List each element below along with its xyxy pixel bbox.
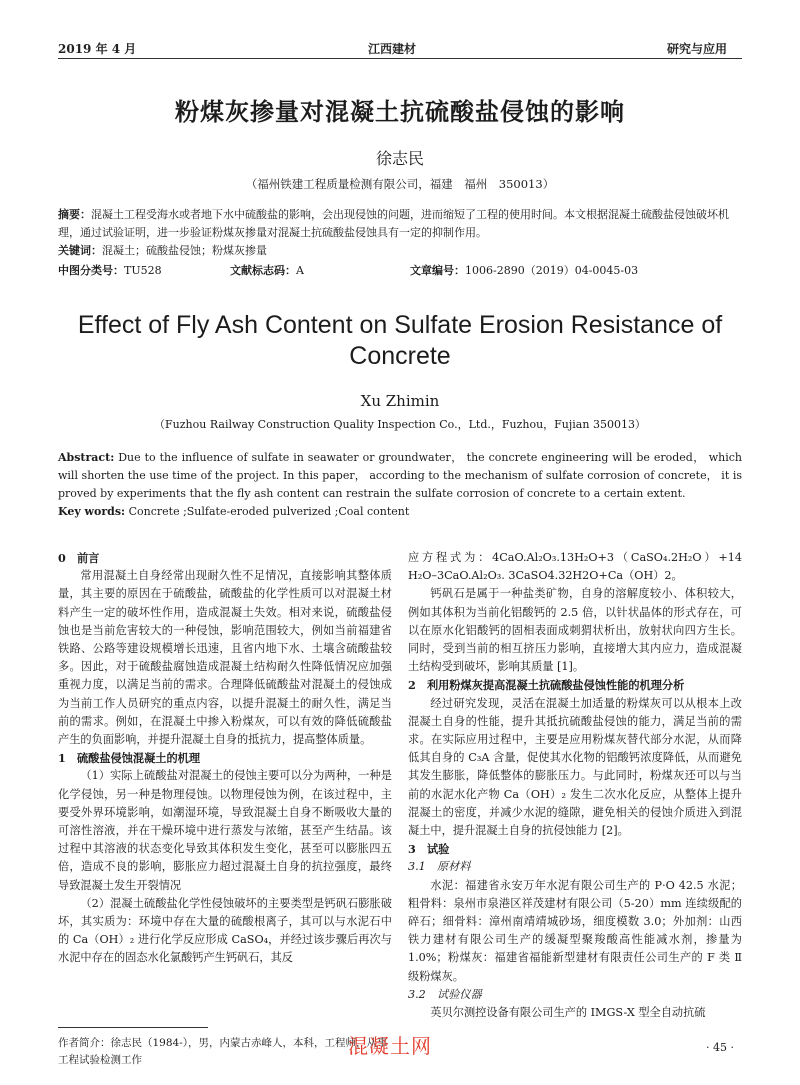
header-rule xyxy=(58,58,742,59)
section-3-1-paragraph: 水泥：福建省永安万年水泥有限公司生产的 P·O 42.5 水泥；粗骨料：泉州市泉港区祥茂建材有限公司（5-20）mm 连续级配的碎石；细骨料：漳州南靖靖城砂场，细度模数 3.0；外加剂：山西铁力建材有限公司生产的缓凝型聚羧酸高性能减水剂，掺量为 1.0%；粉煤灰：福建省福能新型建材有限责任公司生产的 F 类 Ⅱ 级粉煤灰。 xyxy=(408,878,742,983)
header-date: 2019 年 4 月 xyxy=(58,42,137,56)
en-title-line1: Effect of Fly Ash Content on Sulfate Erosion Resistance of xyxy=(77,311,723,339)
cn-article-number: 文章编号：1006-2890（2019）04-0045-03 xyxy=(410,264,639,277)
page-number: · 45 · xyxy=(706,1041,734,1054)
cn-keywords xyxy=(58,242,742,260)
section-3-1-heading: 3.1 原材料 xyxy=(408,860,471,874)
en-abstract-text: Due to the influence of sulfate in seawater or groundwater， the concrete engineering will be eroded， which will shorten the use time of the project. In this paper， according to the mechanism of sulfate corrosion of concrete， it is proved by experiments that the fly ash content can restrain the sulfate corrosion of concrete to a certain extent. xyxy=(58,451,742,500)
section-1-heading: 1 硫酸盐侵蚀混凝土的机理 xyxy=(58,751,201,766)
en-keywords-text: Concrete ;Sulfate-eroded pulverized ;Coal content xyxy=(125,505,410,518)
cn-affiliation: （福州铁建工程质量检测有限公司，福建 福州 350013） xyxy=(245,177,555,191)
section-1-paragraph-1: （1）实际上硫酸盐对混凝土的侵蚀主要可以分为两种，一种是化学侵蚀，另一种是物理侵蚀。以物理侵蚀为例，在该过程中，主要受外界环境影响，如潮湿环境，导致混凝土自身不断吸收大量的可溶性溶液，并在干燥环境中进行蒸发与浓缩，甚至产生结晶。该过程中其溶液的状态变化导致其体积发生变化，甚至可以膨胀四五倍，造成不良的影响，膨胀应力超过混凝土自身的抗拉强度，最终导致混凝土发生开裂情况 xyxy=(58,769,392,892)
cn-doc-code: 文献标志码：A xyxy=(230,264,304,277)
watermark: 混凝土网 xyxy=(348,1034,432,1058)
en-keywords xyxy=(58,505,409,518)
en-title xyxy=(0,310,800,372)
section-3-2-paragraph: 英贝尔测控设备有限公司生产的 IMGS-X 型全自动抗硫 xyxy=(430,1006,706,1020)
footnote-rule xyxy=(58,1027,208,1028)
section-0-heading: 0 前言 xyxy=(58,551,100,565)
section-3-heading: 3 试验 xyxy=(408,842,450,857)
section-1-equation: 应方程式为：4CaO.Al₂O₃.13H₂O+3（CaSO₄.2H₂O）+14 H₂O–3CaO.Al₂O₃. 3CaSO4.32H2O+Ca（OH）2。 xyxy=(408,551,742,583)
en-author: Xu Zhimin xyxy=(360,392,440,410)
section-2-heading: 2 利用粉煤灰提高混凝土抗硫酸盐侵蚀性能的机理分析 xyxy=(408,678,685,693)
body-left-column xyxy=(58,549,392,968)
en-keywords-label: Key words: xyxy=(58,505,126,518)
body-right-column xyxy=(408,549,742,1022)
cn-abstract-label: 摘要： xyxy=(58,208,91,221)
en-abstract xyxy=(58,449,742,503)
cn-clc: 中图分类号：TU528 xyxy=(58,264,162,277)
header-section: 研究与应用 xyxy=(667,42,728,56)
cn-keywords-label: 关键词： xyxy=(58,244,102,257)
cn-keywords-text: 混凝土；硫酸盐侵蚀；粉煤灰掺量 xyxy=(102,244,267,257)
en-affiliation: （Fuzhou Railway Construction Quality Inspection Co.，Ltd.，Fuzhou，Fujian 350013） xyxy=(154,418,646,431)
section-0-paragraph: 常用混凝土自身经常出现耐久性不足情况，直接影响其整体质量，其主要的原因在于硫酸盐，硫酸盐的化学性质可以对混凝土材料产生一定的破坏性作用，造成混凝土失效。相对来说，硫酸盐侵蚀也是当前危害较大的一种侵蚀，影响范围较大，例如当前福建省铁路、公路等建设规模增长迅速，且省内地下水、土壤含硫酸盐较多。因此，对于硫酸盐腐蚀造成混凝土结构耐久性降低情况应加强重视力度，以满足当前的需求。合理降低硫酸盐对混凝土的侵蚀成为当前工作人员研究的重点内容，以提升混凝土的耐久性，满足当前的需求。例如，在混凝土中掺入粉煤灰，可以有效的降低硫酸盐产生的负面影响，并提升混凝土自身的抵抗力，提高整体质量。 xyxy=(58,569,392,747)
en-abstract-label: Abstract: xyxy=(58,451,115,464)
en-title-line2: Concrete xyxy=(349,342,451,370)
section-3-2-heading: 3.2 试验仪器 xyxy=(408,987,482,1001)
cn-title: 粉煤灰掺量对混凝土抗硫酸盐侵蚀的影响 xyxy=(175,97,625,126)
cn-abstract xyxy=(58,206,742,242)
section-1-paragraph-2: （2）混凝土硫酸盐化学性侵蚀破坏的主要类型是钙矾石膨胀破坏，其实质为：环境中存在大量的硫酸根离子，其可以与水泥石中的 Ca（OH）₂ 进行化学反应形成 CaSO₄，并经过该步骤后再次与水泥中存在的固态水化氯酸钙产生钙矾石，其反 xyxy=(58,896,392,965)
cn-abstract-block xyxy=(58,206,742,260)
cn-author: 徐志民 xyxy=(375,149,424,168)
cn-abstract-text: 混凝土工程受海水或者地下水中硫酸盐的影响，会出现侵蚀的问题，进而缩短了工程的使用时间。本文根据混凝土硫酸盐侵蚀破坏机理，通过试验证明，进一步验证粉煤灰掺量对混凝土抗硫酸盐侵蚀具有一定的抑制作用。 xyxy=(58,208,729,239)
section-2-paragraph: 经过研究发现，灵活在混凝土加适量的粉煤灰可以从根本上改混凝土自身的性能，提升其抵抗硫酸盐侵蚀的能力，满足当前的需求。在实际应用过程中，主要是应用粉煤灰替代部分水泥，从而降低其自身的 C₃A 含量，促使其水化物的铝酸钙浓度降低，从而避免其发生膨胀，降低整体的膨胀压力。与此同时，粉煤灰还可以与当前的水泥水化产物 Ca（OH）₂ 发生二次水化反应，从整体上提升混凝土的密度，并减少水泥的缝隙，避免相关的侵蚀介质进入到混凝土中，提升混凝土自身的抗侵蚀能力 [2]。 xyxy=(408,696,742,838)
section-1-paragraph-3: 钙矾石是属于一种盐类矿物，自身的溶解度较小、体积较大，例如其体积为当前化铝酸钙的 2.5 倍，以针状晶体的形式存在，可以在原水化铝酸钙的固相表面成刺猬状析出，放射状向四方生长。同时，受到当前的相互挤压力影响，直接增大其内应力，造成混凝土结构受到破坏，影响其质量 [1]。 xyxy=(408,587,742,674)
author-footnote: 作者简介：徐志民（1984-），男，内蒙古赤峰人，本科，工程师，从事工程试验检测工作 xyxy=(58,1037,388,1066)
header-journal: 江西建材 xyxy=(368,42,417,56)
